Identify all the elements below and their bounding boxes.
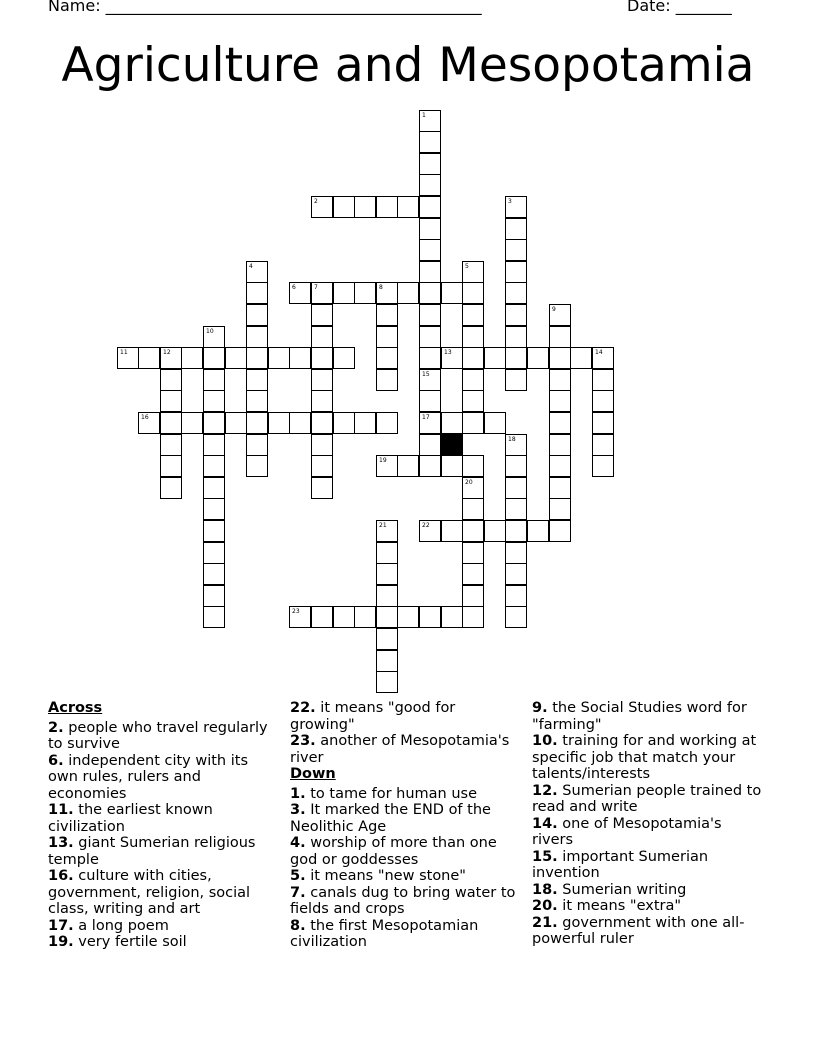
crossword-cell[interactable]: [203, 477, 225, 499]
crossword-cell[interactable]: [203, 520, 225, 542]
crossword-cell[interactable]: [354, 196, 376, 218]
crossword-cell[interactable]: [311, 390, 333, 412]
crossword-cell[interactable]: [311, 304, 333, 326]
clue-number: 11: [120, 349, 128, 356]
crossword-cell[interactable]: [549, 304, 571, 326]
crossword-cell[interactable]: [462, 585, 484, 607]
crossword-cell[interactable]: [203, 455, 225, 477]
crossword-cell[interactable]: [592, 412, 614, 434]
across-heading: Across: [48, 700, 103, 716]
crossword-cell[interactable]: [311, 369, 333, 391]
crossword-cell[interactable]: [203, 498, 225, 520]
crossword-cell[interactable]: [333, 196, 355, 218]
crossword-cell[interactable]: [289, 282, 311, 304]
clue-down-12: 12. Sumerian people trained to read and write: [532, 782, 762, 815]
clue-across-6: 6. independent city with its own rules, rulers and economies: [48, 752, 249, 802]
crossword-cell[interactable]: [505, 261, 527, 283]
crossword-cell[interactable]: [505, 304, 527, 326]
crossword-cell[interactable]: [268, 347, 290, 369]
crossword-cell[interactable]: [181, 347, 203, 369]
crossword-cell[interactable]: [462, 304, 484, 326]
crossword-cell[interactable]: [376, 455, 398, 477]
crossword-cell[interactable]: [311, 455, 333, 477]
crossword-cell[interactable]: [376, 585, 398, 607]
down-clues-column-3: [532, 700, 764, 948]
clue-across-13: 13. giant Sumerian religious temple: [48, 835, 256, 868]
crossword-cell[interactable]: [505, 347, 527, 369]
clue-number: 10: [206, 328, 214, 335]
crossword-cell[interactable]: [333, 282, 355, 304]
crossword-cell[interactable]: [311, 347, 333, 369]
crossword-cell[interactable]: [505, 542, 527, 564]
crossword-cell[interactable]: [505, 434, 527, 456]
crossword-cell[interactable]: [311, 477, 333, 499]
crossword-cell[interactable]: [505, 218, 527, 240]
crossword-cell[interactable]: [441, 347, 463, 369]
clue-down-10: 10. training for and working at specific job that match your talents/interests: [532, 733, 757, 782]
crossword-cell[interactable]: [505, 196, 527, 218]
clue-number: 15: [422, 371, 430, 378]
crossword-cell[interactable]: [246, 390, 268, 412]
crossword-cell[interactable]: [505, 563, 527, 585]
crossword-cell[interactable]: [419, 434, 441, 456]
crossword-cell[interactable]: [462, 347, 484, 369]
crossword-cell[interactable]: [441, 455, 463, 477]
crossword-cell[interactable]: [462, 542, 484, 564]
clue-number: 20: [465, 479, 473, 486]
clue-number: 23: [292, 608, 300, 615]
clue-down-15: 15. important Sumerian invention: [532, 848, 709, 881]
crossword-cell[interactable]: [354, 606, 376, 628]
crossword-cell[interactable]: [225, 347, 247, 369]
clue-number: 13: [444, 349, 452, 356]
clue-across-23: 23. another of Mesopotamia's river: [290, 733, 510, 766]
crossword-cell[interactable]: [592, 347, 614, 369]
crossword-cell[interactable]: [419, 304, 441, 326]
crossword-cell[interactable]: [289, 412, 311, 434]
clue-down-1: 1. to tame for human use: [290, 785, 478, 802]
clue-down-4: 4. worship of more than one god or goddesses: [290, 835, 497, 868]
crossword-cell[interactable]: [419, 282, 441, 304]
crossword-cell[interactable]: [462, 477, 484, 499]
crossword-cell[interactable]: [419, 174, 441, 196]
crossword-cell[interactable]: [505, 455, 527, 477]
crossword-cell[interactable]: [505, 369, 527, 391]
crossword-cell[interactable]: [246, 455, 268, 477]
clue-number: 19: [379, 457, 387, 464]
crossword-cell[interactable]: [527, 520, 549, 542]
crossword-cell[interactable]: [203, 542, 225, 564]
crossword-cell[interactable]: [376, 347, 398, 369]
crossword-cell[interactable]: [419, 261, 441, 283]
crossword-cell[interactable]: [505, 520, 527, 542]
crossword-cell[interactable]: [246, 282, 268, 304]
clue-number: 6: [292, 284, 296, 291]
clue-number: 5: [465, 263, 469, 270]
crossword-cell[interactable]: [549, 455, 571, 477]
page-title: Agriculture and Mesopotamia: [61, 38, 755, 93]
crossword-cell[interactable]: [160, 477, 182, 499]
clue-number: 4: [249, 263, 253, 270]
crossword-cell[interactable]: [203, 369, 225, 391]
crossword-cell[interactable]: [462, 563, 484, 585]
crossword-cell[interactable]: [549, 347, 571, 369]
down-heading: Down: [290, 766, 336, 782]
crossword-cell[interactable]: [246, 369, 268, 391]
crossword-cell[interactable]: [419, 196, 441, 218]
clue-across-16: 16. culture with cities, government, religion, social class, writing and art: [48, 868, 251, 917]
crossword-cell[interactable]: [376, 196, 398, 218]
crossword-cell[interactable]: [484, 412, 506, 434]
crossword-cell[interactable]: [419, 218, 441, 240]
crossword-cell[interactable]: [376, 326, 398, 348]
crossword-cell[interactable]: [333, 606, 355, 628]
crossword-cell[interactable]: [376, 282, 398, 304]
crossword-cell[interactable]: [549, 412, 571, 434]
crossword-cell[interactable]: [462, 369, 484, 391]
crossword-cell[interactable]: [549, 369, 571, 391]
crossword-cell[interactable]: [311, 606, 333, 628]
crossword-cell[interactable]: [225, 412, 247, 434]
crossword-cell[interactable]: [592, 434, 614, 456]
crossword-cell[interactable]: [376, 412, 398, 434]
crossword-cell[interactable]: [117, 347, 139, 369]
crossword-cell[interactable]: [376, 520, 398, 542]
crossword-cell[interactable]: [505, 477, 527, 499]
crossword-cell[interactable]: [376, 606, 398, 628]
clue-number: 14: [595, 349, 603, 356]
clue-down-8: 8. the first Mesopotamian civilization: [290, 917, 479, 950]
crossword-cell[interactable]: [419, 110, 441, 132]
clue-down-18: 18. Sumerian writing: [532, 881, 687, 898]
crossword-cell[interactable]: [268, 412, 290, 434]
crossword-cell[interactable]: [462, 606, 484, 628]
crossword-cell[interactable]: [376, 628, 398, 650]
crossword-cell[interactable]: [311, 412, 333, 434]
date-field-label: Date: _______: [627, 0, 732, 15]
crossword-cell[interactable]: [462, 282, 484, 304]
crossword-cell[interactable]: [527, 347, 549, 369]
crossword-cell[interactable]: [311, 434, 333, 456]
clue-down-20: 20. it means "extra": [532, 898, 682, 914]
crossword-cell[interactable]: [462, 498, 484, 520]
crossword-cell[interactable]: [505, 585, 527, 607]
clue-number: 12: [163, 349, 171, 356]
clue-number: 17: [422, 414, 430, 421]
clue-down-9: 9. the Social Studies word for "farming": [532, 700, 747, 733]
crossword-cell[interactable]: [419, 412, 441, 434]
crossword-cell[interactable]: [203, 585, 225, 607]
crossword-cell[interactable]: [419, 326, 441, 348]
crossword-cell[interactable]: [246, 347, 268, 369]
crossword-cell[interactable]: [441, 606, 463, 628]
crossword-cell[interactable]: [549, 498, 571, 520]
crossword-cell[interactable]: [419, 520, 441, 542]
crossword-cell[interactable]: [505, 606, 527, 628]
crossword-cell[interactable]: [138, 347, 160, 369]
crossword-cell[interactable]: [505, 239, 527, 261]
crossword-cell[interactable]: [376, 369, 398, 391]
crossword-cell[interactable]: [203, 434, 225, 456]
crossword-cell[interactable]: [484, 347, 506, 369]
crossword-cell[interactable]: [203, 412, 225, 434]
crossword-cell[interactable]: [160, 390, 182, 412]
crossword-cell[interactable]: [397, 606, 419, 628]
crossword-cell[interactable]: [376, 563, 398, 585]
clue-number: 8: [379, 284, 383, 291]
crossword-cell[interactable]: [333, 347, 355, 369]
crossword-cell[interactable]: [484, 520, 506, 542]
clue-number: 7: [314, 284, 318, 291]
crossword-cell[interactable]: [419, 131, 441, 153]
clue-number: 18: [508, 436, 516, 443]
clue-across-22: 22. it means "good for growing": [290, 700, 456, 733]
crossword-cell[interactable]: [203, 606, 225, 628]
crossword-cell[interactable]: [441, 412, 463, 434]
clue-across-19: 19. very fertile soil: [48, 934, 187, 950]
crossword-cell[interactable]: [419, 153, 441, 175]
clue-number: 16: [141, 414, 149, 421]
crossword-cell[interactable]: [354, 412, 376, 434]
crossword-cell[interactable]: [311, 326, 333, 348]
crossword-cell[interactable]: [181, 412, 203, 434]
clues-column-2: [290, 700, 522, 951]
crossword-cell[interactable]: [397, 282, 419, 304]
crossword-cell[interactable]: [289, 347, 311, 369]
crossword-cell[interactable]: [311, 282, 333, 304]
crossword-cell[interactable]: [138, 412, 160, 434]
crossword-cell[interactable]: [160, 369, 182, 391]
crossword-cell[interactable]: [333, 412, 355, 434]
clue-across-2: 2. people who travel regularly to survive: [48, 719, 268, 752]
crossword-cell[interactable]: [203, 563, 225, 585]
crossword-cell[interactable]: [549, 477, 571, 499]
crossword-cell[interactable]: [419, 347, 441, 369]
crossword-cell[interactable]: [160, 455, 182, 477]
crossword-cell[interactable]: [246, 434, 268, 456]
crossword-cell[interactable]: [203, 390, 225, 412]
crossword-cell[interactable]: [419, 455, 441, 477]
clue-number: 21: [379, 522, 387, 529]
crossword-cell[interactable]: [160, 434, 182, 456]
crossword-cell[interactable]: [289, 606, 311, 628]
crossword-cell[interactable]: [419, 390, 441, 412]
crossword-cell[interactable]: [246, 412, 268, 434]
crossword-cell[interactable]: [419, 606, 441, 628]
crossword-cell[interactable]: [549, 434, 571, 456]
crossword-cell[interactable]: [160, 412, 182, 434]
black-cell: [441, 434, 463, 456]
clue-down-14: 14. one of Mesopotamia's rivers: [532, 815, 722, 848]
crossword-cell[interactable]: [462, 520, 484, 542]
crossword-cell[interactable]: [397, 455, 419, 477]
clue-number: 3: [508, 198, 512, 205]
crossword-cell[interactable]: [462, 455, 484, 477]
crossword-cell[interactable]: [376, 304, 398, 326]
across-clues-column-1: [48, 700, 280, 951]
crossword-cell[interactable]: [462, 390, 484, 412]
clue-down-7: 7. canals dug to bring water to fields and crops: [290, 884, 516, 917]
crossword-cell[interactable]: [246, 261, 268, 283]
crossword-cell[interactable]: [441, 520, 463, 542]
clue-number: 9: [552, 306, 556, 313]
crossword-cell[interactable]: [419, 369, 441, 391]
crossword-cell[interactable]: [354, 282, 376, 304]
crossword-cell[interactable]: [462, 261, 484, 283]
crossword-cell[interactable]: [376, 542, 398, 564]
crossword-cell[interactable]: [549, 390, 571, 412]
crossword-cell[interactable]: [311, 196, 333, 218]
name-field-label: Name: _______________________________________________: [48, 0, 482, 15]
clue-number: 2: [314, 198, 318, 205]
crossword-cell[interactable]: [419, 239, 441, 261]
crossword-cell[interactable]: [570, 347, 592, 369]
crossword-cell[interactable]: [592, 455, 614, 477]
clue-down-3: 3. It marked the END of the Neolithic Age: [290, 802, 491, 835]
crossword-cell[interactable]: [246, 304, 268, 326]
crossword-cell[interactable]: [441, 282, 463, 304]
crossword-cell[interactable]: [376, 650, 398, 672]
crossword-cell[interactable]: [203, 326, 225, 348]
crossword-cell[interactable]: [246, 326, 268, 348]
clue-down-5: 5. it means "new stone": [290, 868, 466, 884]
crossword-cell[interactable]: [549, 520, 571, 542]
crossword-cell[interactable]: [505, 498, 527, 520]
crossword-cell[interactable]: [505, 282, 527, 304]
crossword-cell[interactable]: [592, 390, 614, 412]
crossword-cell[interactable]: [160, 347, 182, 369]
clue-number: 1: [422, 112, 426, 119]
crossword-cell[interactable]: [462, 412, 484, 434]
clue-number: 22: [422, 522, 430, 529]
crossword-cell[interactable]: [397, 196, 419, 218]
clue-across-11: 11. the earliest known civilization: [48, 802, 213, 835]
clue-across-17: 17. a long poem: [48, 917, 169, 934]
crossword-cell[interactable]: [203, 347, 225, 369]
clue-down-21: 21. government with one all-powerful ruler: [532, 914, 745, 947]
crossword-cell[interactable]: [549, 326, 571, 348]
crossword-cell[interactable]: [376, 671, 398, 693]
crossword-cell[interactable]: [462, 326, 484, 348]
crossword-cell[interactable]: [592, 369, 614, 391]
crossword-cell[interactable]: [505, 326, 527, 348]
